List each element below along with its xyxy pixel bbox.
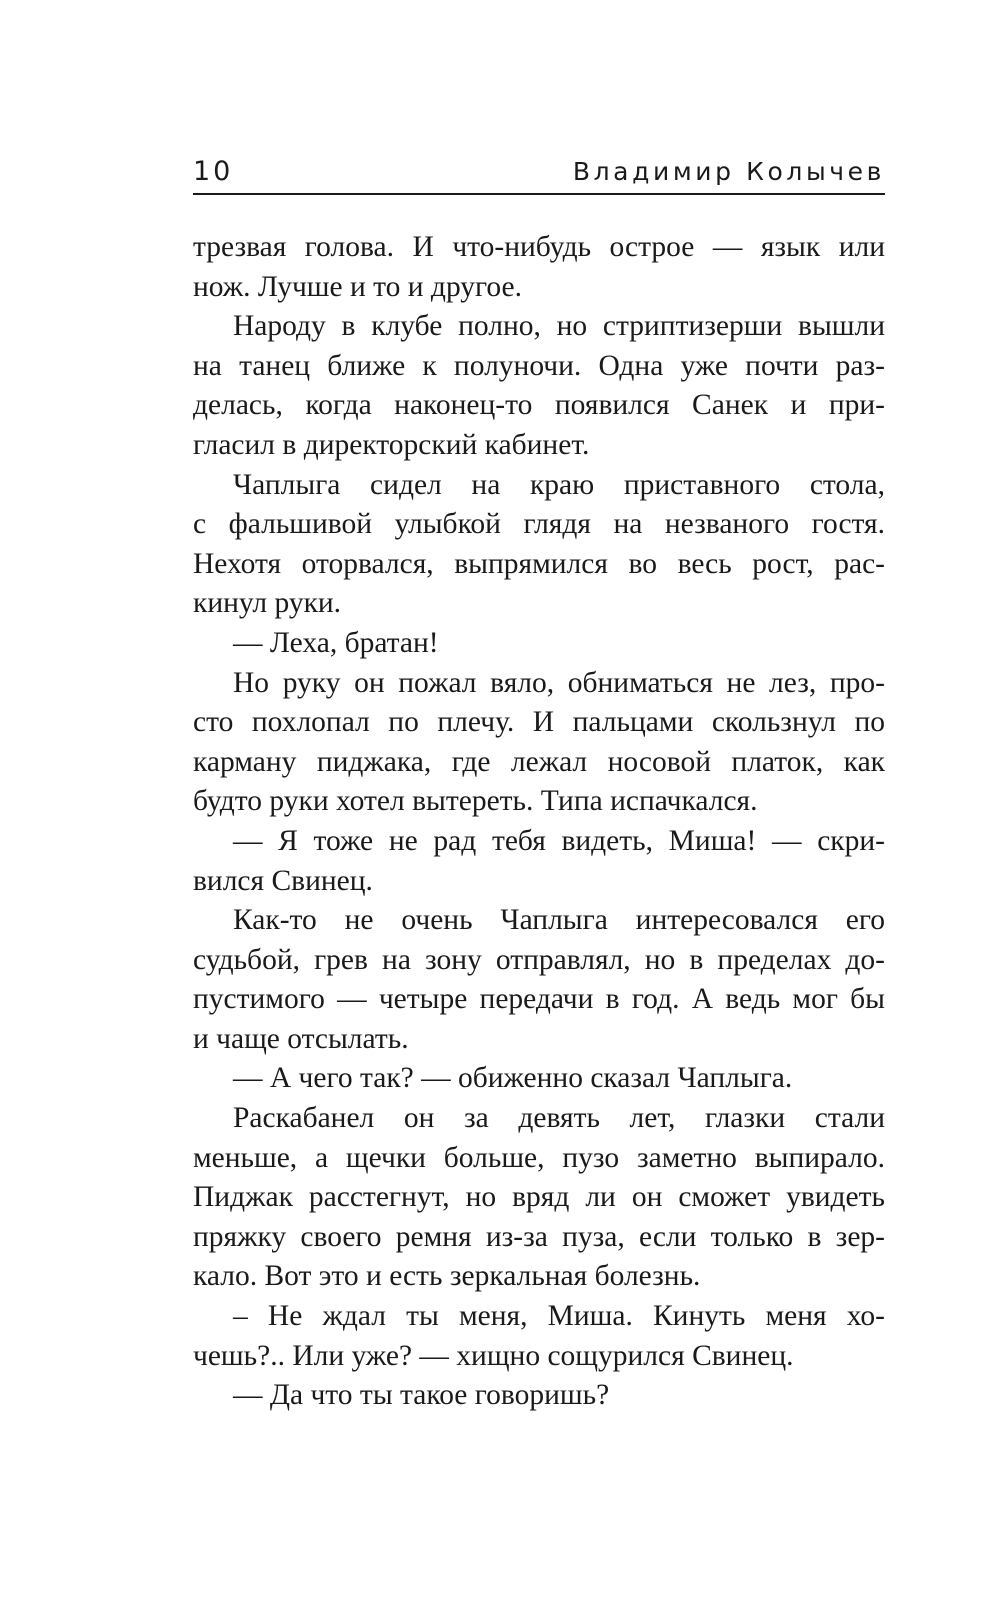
- author-name: Владимир Колычев: [572, 157, 885, 186]
- text-line: Но руку он пожал вяло, обниматься не лез, про-: [233, 666, 885, 699]
- text-line: Раскабанел он за девять лет, глазки стали: [233, 1102, 885, 1135]
- text-line: пряжку своего ремня из-за пуза, если только в зер-: [193, 1220, 885, 1253]
- text-line: гласил в директорский кабинет.: [193, 428, 590, 461]
- text-line: пустимого — четыре передачи в год. А ведь мог бы: [193, 983, 885, 1016]
- text-line: нож. Лучше и то и другое.: [193, 270, 522, 303]
- text-line: и чаще отсылать.: [193, 1022, 409, 1055]
- text-line: Чаплыга сидел на краю приставного стола,: [233, 468, 885, 501]
- text-line: кинул руки.: [193, 587, 342, 620]
- text-line: трезвая голова. И что-нибудь острое — язык или: [193, 231, 885, 263]
- text-line: сто похлопал по плечу. И пальцами скользнул по: [193, 706, 885, 739]
- text-line: будто руки хотел вытереть. Типа испачкался.: [193, 785, 758, 818]
- text-line: — Да что ты такое говоришь?: [233, 1379, 610, 1412]
- text-line: — Я тоже не рад тебя видеть, Миша! — скри-: [233, 824, 885, 857]
- text-line: с фальшивой улыбкой глядя на незваного гостя.: [193, 508, 885, 541]
- text-line: Пиджак расстегнут, но вряд ли он сможет увидеть: [193, 1181, 885, 1214]
- text-line: судьбой, грев на зону отправлял, но в пределах до-: [193, 943, 885, 976]
- text-line: делась, когда наконец-то появился Санек и при-: [193, 389, 885, 422]
- header-rule: [193, 193, 885, 195]
- page-number: 10: [193, 156, 234, 187]
- text-line: карману пиджака, где лежал носовой платок, как: [193, 745, 885, 778]
- text-line: кало. Вот это и есть зеркальная болезнь.: [193, 1260, 701, 1293]
- text-line: на танец ближе к полуночи. Одна уже почти раз-: [193, 349, 885, 382]
- text-line: Как-то не очень Чаплыга интересовался его: [233, 904, 885, 937]
- text-line: меньше, а щечки больше, пузо заметно выпирало.: [193, 1141, 885, 1174]
- text-line: Народу в клубе полно, но стриптизерши вышли: [233, 310, 885, 343]
- running-header: [193, 155, 885, 189]
- text-line: чешь?.. Или уже? — хищно сощурился Свинец.: [193, 1339, 794, 1372]
- body-text: [193, 228, 885, 1416]
- text-line: вился Свинец.: [193, 864, 373, 897]
- text-line: – Не ждал ты меня, Миша. Кинуть меня хо-: [233, 1300, 885, 1333]
- text-line: — А чего так? — обиженно сказал Чаплыга.: [233, 1062, 793, 1095]
- text-line: — Леха, братан!: [233, 626, 439, 659]
- text-line: Нехотя оторвался, выпрямился во весь рост, рас-: [193, 547, 885, 580]
